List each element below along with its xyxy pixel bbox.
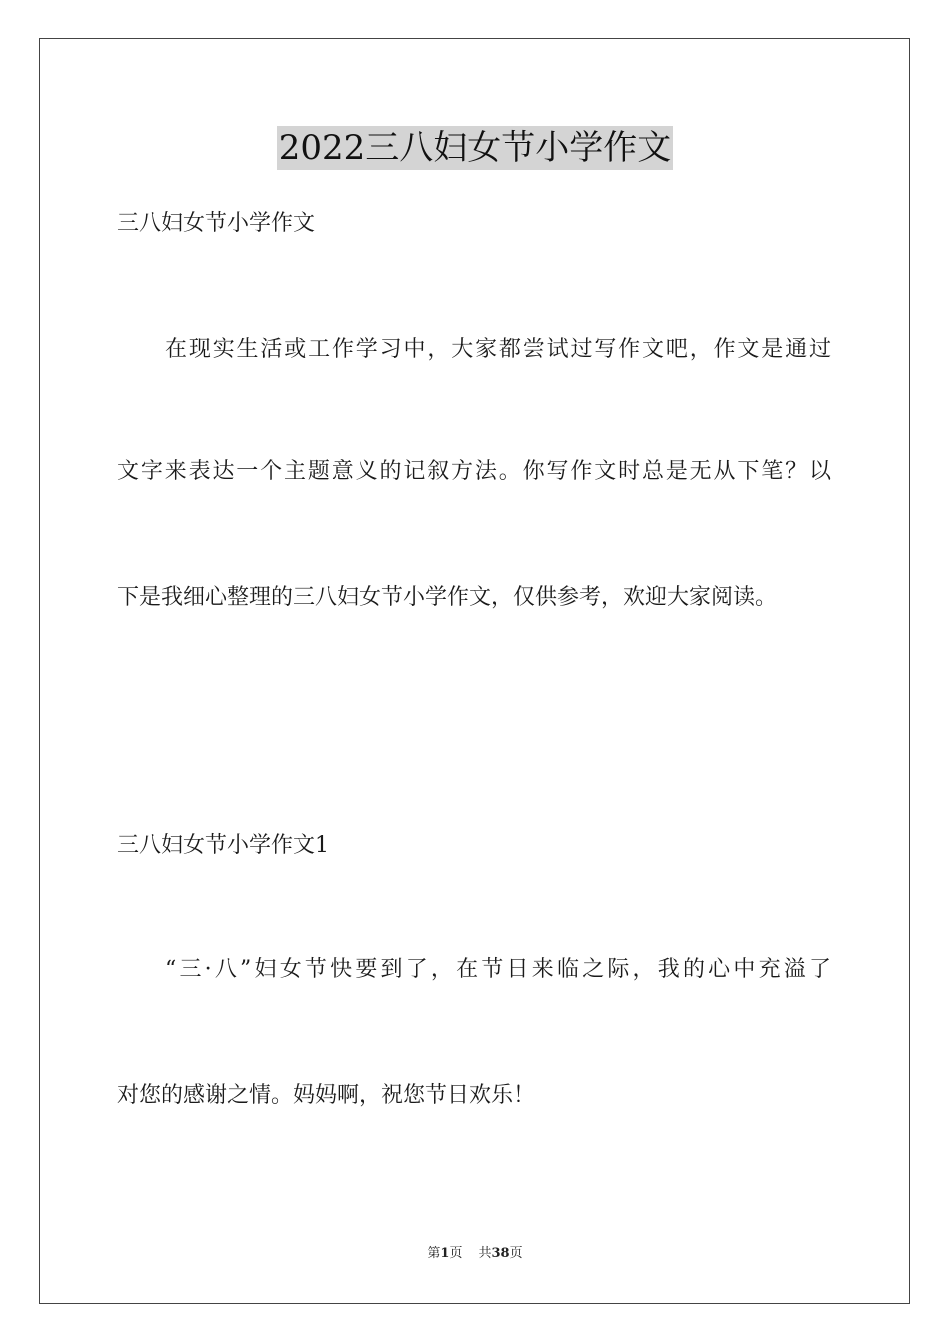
footer-page-total: 38 — [491, 1246, 510, 1261]
section-line-2: 对您的感谢之情。妈妈啊，祝您节日欢乐！ — [117, 1083, 536, 1108]
document-title: 2022三八妇女节小学作文 — [278, 128, 672, 168]
intro-line-1: 在现实生活或工作学习中，大家都尝试过写作文吧，作文是通过 — [165, 337, 831, 362]
intro-line-3: 下是我细心整理的三八妇女节小学作文，仅供参考，欢迎大家阅读。 — [117, 585, 778, 610]
document-subtitle: 三八妇女节小学作文 — [117, 211, 316, 236]
footer-page-mid: 页 — [449, 1246, 463, 1261]
footer-page-prefix: 第 — [427, 1246, 441, 1261]
title-container — [0, 126, 950, 170]
section-line-1: “三·八”妇女节快要到了，在节日来临之际，我的心中充溢了 — [165, 957, 831, 982]
footer-page-current: 1 — [440, 1246, 450, 1261]
intro-line-2: 文字来表达一个主题意义的记叙方法。你写作文时总是无从下笔？以 — [117, 459, 831, 484]
page-footer — [0, 1245, 950, 1263]
section-heading: 三八妇女节小学作文1 — [117, 833, 329, 858]
footer-total-prefix: 共 — [478, 1246, 492, 1261]
footer-total-suffix: 页 — [509, 1246, 523, 1261]
